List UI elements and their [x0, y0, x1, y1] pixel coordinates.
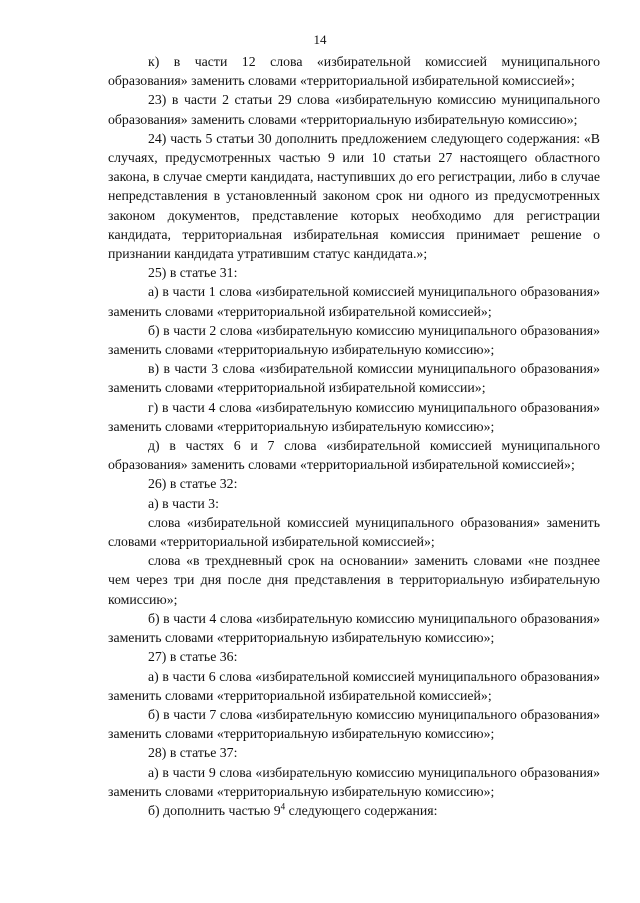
paragraph-26-a-words-2: слова «в трехдневный срок на основании» заменить словами «не позднее чем через три дня после дня представления в территориальную избирательную комиссию»;	[108, 553, 600, 607]
paragraph-25-v: в) в части 3 слова «избирательной комиссии муниципального образования» заменить словами «территориальной избирательной комиссии»;	[108, 361, 600, 396]
paragraph-26-heading: 26) в статье 32:	[148, 476, 238, 492]
paragraph-25-a: а) в части 1 слова «избирательной комиссией муниципального образования» заменить словами «территориальной избирательной комиссией»;	[108, 284, 600, 319]
paragraph-28-heading: 28) в статье 37:	[148, 745, 238, 761]
paragraph-28-a: а) в части 9 слова «избирательную комиссию муниципального образования» заменить словами «территориальную избирательную комиссию»;	[108, 764, 600, 799]
paragraph-25-heading: 25) в статье 31:	[148, 265, 238, 281]
paragraph-28-b	[108, 801, 600, 820]
paragraph-27-heading: 27) в статье 36:	[148, 649, 238, 665]
page-number: 14	[313, 32, 327, 47]
paragraph-26-b: б) в части 4 слова «избирательную комиссию муниципального образования» заменить словами «территориальную избирательную комиссию»;	[108, 610, 600, 646]
paragraph-28-b-tail: следующего содержания:	[285, 802, 438, 818]
paragraph-26-a-words-1: слова «избирательной комиссией муниципального образования» заменить словами «территориальной избирательной комиссией»;	[108, 514, 600, 550]
paragraph-k-part-12: к) в части 12 слова «избирательной комиссией муниципального образования» заменить словами «территориальной избирательной комиссией»;	[108, 54, 600, 89]
paragraph-24: 24) часть 5 статьи 30 дополнить предложением следующего содержания: «В случаях, предусмотренных частью 9 или 10 статьи 27 настоящего областного закона, в случае смерти кандидата, наступивших до его регистрации, либо в случае непредставления в установленный законом срок ни одного из предусмотренных законом документов, представление которых необходимо для регистрации кандидата, территориальная избирательная комиссия принимает решение о признании кандидата утратившим статус кандидата.»;	[108, 130, 600, 262]
paragraph-28-b-text: б) дополнить частью 9	[148, 802, 281, 818]
part-number-superscript: 4	[280, 801, 286, 812]
paragraph-25-d: д) в частях 6 и 7 слова «избирательной комиссией муниципального образования» заменить словами «территориальной избирательной комиссией»;	[108, 438, 600, 473]
paragraph-25-b: б) в части 2 слова «избирательную комиссию муниципального образования» заменить словами «территориальную избирательную комиссию»;	[108, 322, 600, 358]
paragraph-25-g: г) в части 4 слова «избирательную комиссию муниципального образования» заменить словами «территориальную избирательную комиссию»;	[108, 399, 600, 434]
paragraph-23: 23) в части 2 статьи 29 слова «избирательную комиссию муниципального образования» заменить словами «территориальную избирательную комиссию»;	[108, 92, 600, 127]
paragraph-27-a: а) в части 6 слова «избирательной комиссией муниципального образования» заменить словами «территориальной избирательной комиссией»;	[108, 668, 600, 703]
document-body	[108, 52, 600, 820]
paragraph-26-a: а) в части 3:	[148, 495, 219, 511]
paragraph-27-b: б) в части 7 слова «избирательную комиссию муниципального образования» заменить словами «территориальную избирательную комиссию»;	[108, 706, 600, 742]
